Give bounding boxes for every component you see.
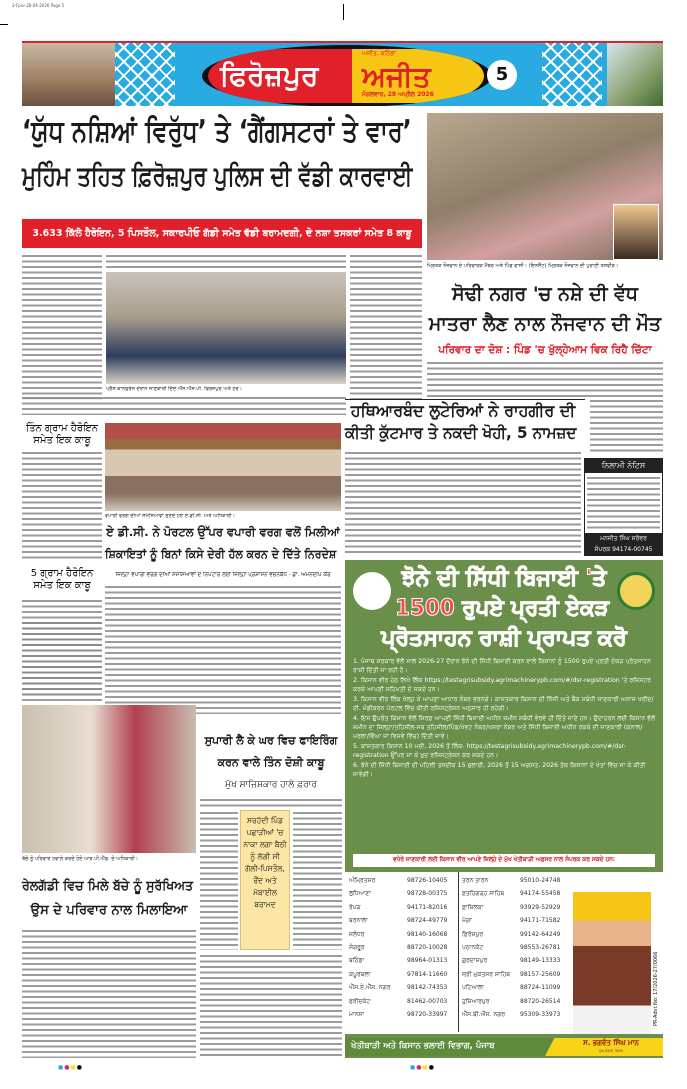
auction-notice bbox=[584, 458, 663, 556]
lead-headline-line-1: ‘ਯੁੱਧ ਨਸ਼ਿਆਂ ਵਿਰੁੱਧ’ ਤੇ ‘ਗੈਂਗਸਟਰਾਂ ਤੇ ਵਾਰ’ bbox=[22, 114, 412, 149]
punjab-govt-emblem bbox=[353, 572, 391, 610]
body-text bbox=[22, 928, 196, 1058]
contact-row bbox=[349, 914, 457, 927]
page-number: 5 bbox=[487, 60, 517, 90]
contact-row bbox=[462, 954, 572, 967]
ad-points-list bbox=[353, 658, 658, 781]
child-reunion-photo bbox=[22, 705, 196, 853]
district-name: ਮੋਗਾ bbox=[462, 917, 472, 925]
district-name: ਸ੍ਰੀ ਮੁਕਤਸਰ ਸਾਹਿਬ bbox=[462, 970, 511, 978]
phone-number: 98140-16068 bbox=[407, 930, 448, 938]
ad-contact-bar: ਵਧੇਰੇ ਜਾਣਕਾਰੀ ਲਈ ਕਿਸਾਨ ਵੀਰ ਆਪਣੇ ਜ਼ਿਲ੍ਹੇ ਦੇ ਮੁੱਖ ਖੇਤੀਬਾੜੀ ਅਫ਼ਸਰ ਨਾਲ ਸੰਪਰਕ ਕਰ ਸਕਦੇ ਹਨ: bbox=[353, 854, 655, 867]
phone-number: 98726-10405 bbox=[407, 877, 448, 884]
ad-footer bbox=[345, 1038, 663, 1056]
body-text bbox=[587, 475, 660, 531]
contact-row bbox=[349, 887, 457, 900]
district-name: ਐੱਸ.ਏ.ਐੱਸ. ਨਗਰ bbox=[349, 984, 391, 992]
dsr-advertisement bbox=[345, 560, 663, 1058]
phone-number: 98157-25609 bbox=[520, 970, 561, 978]
photo-caption: ਪ੍ਰੈੱਸ ਕਾਨਫ਼ਰੰਸ ਦੌਰਾਨ ਜਾਣਕਾਰੀ ਦਿੰਦੇ ਐੱਸ.ਐੱਸ.ਪੀ. ਫਿਰੋਜ਼ਪੁਰ ਅਤੇ ਹੋਰ। bbox=[106, 386, 242, 392]
family-photo bbox=[427, 113, 663, 260]
print-slug: 3-Fpur-28-04-2026 Page 5 bbox=[12, 3, 65, 8]
phone-number: 94174-55458 bbox=[520, 890, 561, 898]
ad-point: 6. ਝੋਨੇ ਦੀ ਸਿੱਧੀ ਬਿਜਾਈ ਦੀ ਪਹਿਲੀ ਤਸਦੀਕ 15 ਜੁਲਾਈ, 2026 ਤੋਂ 15 ਅਗਸਤ, 2026 ਤੱਕ ਕਿਸਾਨਾਂ ਦੇ ਖੇਤਾਂ ਵਿੱਚ ਜਾ ਕੇ ਕੀਤੀ ਜਾਵੇਗੀ। bbox=[353, 761, 646, 778]
contact-row bbox=[462, 874, 572, 887]
contact-row bbox=[349, 941, 457, 954]
contact-row bbox=[462, 968, 572, 981]
registration-mark bbox=[343, 4, 344, 20]
contact-row bbox=[462, 1008, 572, 1021]
pattern-decoration bbox=[542, 43, 602, 106]
body-text bbox=[200, 953, 342, 1058]
phone-number: 94171-82016 bbox=[407, 903, 448, 911]
sodhi-headline-line-2: ਮਾਤਰਾ ਲੈਣ ਨਾਲ ਨੌਜਵਾਨ ਦੀ ਮੌਤ bbox=[428, 313, 662, 335]
city-name: ਫਿਰੋਜ਼ਪੁਰ bbox=[220, 59, 319, 92]
body-text bbox=[22, 395, 346, 415]
ad-point: 1. ਪੰਜਾਬ ਸਰਕਾਰ ਵੱਲੋਂ ਸਾਲ 2026-27 ਦੌਰਾਨ ਝੋਨੇ ਦੀ ਸਿੱਧੀ ਬਿਜਾਈ ਕਰਨ ਵਾਲੇ ਕਿਸਾਨਾਂ ਨੂੰ 1500 ਰੁਪਏ ਪ੍ਰਤੀ ਏਕੜ ਪ੍ਰੋਤਸਾਹਨ ਰਾਸ਼ੀ ਦਿੱਤੀ ਜਾ ਰਹੀ ਹੈ। bbox=[353, 658, 651, 674]
district-name: ਫਰੀਦਕੋਟ bbox=[349, 997, 371, 1005]
district-name: ਰੋਪੜ bbox=[349, 903, 361, 911]
district-name: ਗੁਰਦਾਸਪੁਰ bbox=[462, 957, 488, 965]
masthead-building-photo bbox=[22, 43, 115, 106]
issue-date: ਮੰਗਲਵਾਰ, 28 ਅਪ੍ਰੈਲ 2026 bbox=[362, 91, 434, 98]
contact-row bbox=[462, 914, 572, 927]
contact-row bbox=[462, 901, 572, 914]
robbery-headline-line-1: ਹਥਿਆਰਬੰਦ ਲੁਟੇਰਿਆਂ ਨੇ ਰਾਹਗੀਰ ਦੀ bbox=[350, 401, 576, 420]
district-name: ਕਪੂਰਥਲਾ bbox=[349, 970, 371, 978]
color-registration: ●●●● bbox=[58, 1064, 83, 1071]
ad-department: ਖੇਤੀਬਾੜੀ ਅਤੇ ਕਿਸਾਨ ਭਲਾਈ ਵਿਭਾਗ, ਪੰਜਾਬ bbox=[351, 1041, 495, 1051]
ad-point: 3. ਕਿਸਾਨ ਵੀਰ ਲਿੰਕ ਖੋਲ੍ਹ ਕੇ ਆਪਣਾ ਆਧਾਰ ਨੰਬਰ ਭਰਨਗੇ। ਕਾਸ਼ਤਕਾਰ ਕਿਸਾਨ ਦੀ ਨਿੱਜੀ ਅਤੇ ਬੈਂਕ ਸਬੰਧੀ ਜਾਣਕਾਰੀ ਅਨਾਜ ਖਰੀਦ/ ਈ. ਮੰਡੀਕਰਨ ਪੋਰਟਲ ਵਿੱਚ ਕੀਤੀ ਰਜਿਸਟ੍ਰੇਸ਼ਨ ਅਨੁਸਾਰ ਹੀ ਰਹੇਗੀ। bbox=[353, 695, 654, 712]
contact-row bbox=[349, 1008, 457, 1021]
brief-2-headline: 5 ਗ੍ਰਾਮ ਹੈਰੋਇਨ ਸਮੇਤ ਇਕ ਕਾਬੂ bbox=[30, 568, 94, 591]
notice-title: ਨਿਲਾਮੀ ਨੋਟਿਸ bbox=[585, 459, 662, 473]
phone-number: 93929-52929 bbox=[520, 903, 561, 911]
phone-number: 98724-49779 bbox=[407, 917, 448, 925]
contact-row bbox=[349, 874, 457, 887]
contact-row bbox=[462, 887, 572, 900]
phone-number: 97814-11660 bbox=[407, 970, 448, 978]
body-text bbox=[427, 360, 663, 398]
police-press-photo bbox=[106, 272, 346, 384]
district-name: ਬਠਿੰਡਾ bbox=[349, 957, 365, 965]
contact-row bbox=[462, 928, 572, 941]
district-name: ਫ਼ਤਹਿਗੜ੍ਹ ਸਾਹਿਬ bbox=[462, 890, 505, 898]
district-name: ਤਰਨ ਤਾਰਨ bbox=[462, 877, 489, 884]
phone-number: 88720-26514 bbox=[520, 997, 561, 1005]
masthead bbox=[22, 41, 663, 106]
inset-portrait bbox=[613, 204, 659, 260]
phone-number: 99142-64249 bbox=[520, 930, 561, 938]
ad-title-line-1: ਝੋਨੇ ਦੀ ਸਿੱਧੀ ਬਿਜਾਈ 'ਤੇ bbox=[401, 566, 607, 591]
body-text bbox=[345, 450, 581, 554]
color-registration: ●●●● bbox=[410, 1064, 435, 1071]
crop-mark bbox=[0, 24, 8, 25]
district-name: ਬਰਨਾਲਾ bbox=[349, 917, 368, 925]
firing-highlight-box: ਸਰਹੱਦੀ ਪਿੰਡ ਪਛਾੜੀਆਂ 'ਚ ਨਾਕਾ ਲਗਾ ਬੈਠੀ ਨੂੰ ਲੱਗੀ ਸੀ ਗੋਲੀ-ਪਿਸਤੌਲ, ਰੌਂਦ ਅਤੇ ਮੋਬਾਈਲ ਬਰਾਮਦ bbox=[240, 810, 290, 950]
district-name: ਹੁਸ਼ਿਆਰਪੁਰ bbox=[462, 997, 490, 1005]
district-name: ਲੁਧਿਆਣਾ bbox=[349, 890, 371, 898]
agriculture-dept-logo bbox=[617, 572, 655, 610]
edition: ਅਜੀਤ, ਬਠਿੰਡਾ bbox=[362, 50, 396, 57]
ad-point: 4. ਇਸ ਉਪਰੰਤ ਕਿਸਾਨ ਵੱਲੋਂ ਸਿਰਫ਼ ਆਪਣੀ ਸਿੱਧੀ ਬਿਜਾਈ ਅਧੀਨ ਜ਼ਮੀਨ ਸਬੰਧੀ ਵੇਰਵੇ ਹੀ ਦਿੱਤੇ ਜਾਣੇ ਹਨ। ਉਦਾਹਰਨ ਲਈ ਕਿਸਾਨ ਵੱਲੋਂ ਜ਼ਮੀਨ ਦਾ ਜ਼ਿਲ੍ਹਾ/ਤਹਿਸੀਲ-ਸਬ ਤਹਿਸੀਲ/ਪਿੰਡ/ਖੇਵਟ ਨੰਬਰ/ਖਸਰਾ ਨੰਬਰ ਅਤੇ ਸਿੱਧੀ ਬਿਜਾਈ ਅਧੀਨ ਰਕਬੇ ਦੀ ਜਾਣਕਾਰੀ (ਕਨਾਲ/ਮਰਲਾ/ਵਿੱਘਾ ਜਾਂ ਵਿਸਵੇ ਵਿੱਚ) ਦਿੱਤੀ ਜਾਵੇ। bbox=[353, 714, 656, 740]
district-name: ਪਟਿਆਲਾ bbox=[462, 984, 484, 992]
phone-number: 98728-00375 bbox=[407, 890, 448, 898]
firing-headline-line-1: ਸੁਪਾਰੀ ਲੈ ਕੇ ਘਰ ਵਿਚ ਫਾਇਰਿੰਗ bbox=[204, 734, 338, 747]
notice-phone: ਸੰਪਰਕ 94174-00745 bbox=[594, 546, 653, 553]
photo-caption: ਬੱਚੇ ਨੂੰ ਪਰਿਵਾਰ ਹਵਾਲੇ ਕਰਦੇ ਹੋਏ ਆਰ.ਪੀ.ਐੱਫ. ਦੇ ਅਧਿਕਾਰੀ। bbox=[22, 856, 139, 862]
district-name: ਪਠਾਨਕੋਟ bbox=[462, 943, 484, 951]
divider bbox=[345, 399, 585, 400]
child-headline-line-1: ਰੇਲਗੱਡੀ ਵਿਚ ਮਿਲੇ ਬੱਚੇ ਨੂੰ ਸੁਰੱਖਿਅਤ bbox=[22, 879, 193, 894]
chief-minister-photo bbox=[573, 892, 651, 1034]
ad-point: 2. ਕਿਸਾਨ ਵੀਰ ਹੇਠ ਲਿਖੇ ਲਿੰਕ https://testagrisubsidy.agrimachinerypb.com/#/dsr-registration 'ਤੇ ਰਜਿਸਟਰ ਕਰਕੇ ਆਪਣੀ ਸਹਿਮਤੀ ਦੇ ਸਕਦੇ ਹਨ। bbox=[353, 676, 652, 693]
body-text bbox=[590, 398, 663, 452]
lead-headline-line-2: ਮੁਹਿੰਮ ਤਹਿਤ ਫ਼ਿਰੋਜ਼ਪੁਰ ਪੁਲਿਸ ਦੀ ਵੱਡੀ ਕਾਰਵਾਈ bbox=[22, 161, 413, 192]
phone-number: 81462-00703 bbox=[407, 997, 448, 1005]
contact-row bbox=[462, 981, 572, 994]
sodhi-subhead: ਪਰਿਵਾਰ ਦਾ ਦੋਸ਼ : ਪਿੰਡ 'ਚ ਖੁੱਲ੍ਹੇਆਮ ਵਿਕ ਰਿਹੈ ਚਿੱਟਾ bbox=[438, 344, 652, 356]
masthead-temple-photo bbox=[607, 43, 663, 106]
phone-number: 94171-71582 bbox=[520, 917, 561, 925]
contact-row bbox=[349, 981, 457, 994]
phone-number: 98149-13333 bbox=[520, 957, 561, 965]
phone-number: 98720-33997 bbox=[407, 1010, 448, 1018]
body-text bbox=[22, 450, 102, 562]
ad-point: 5. ਕਾਸ਼ਤਕਾਰ ਕਿਸਾਨ 10 ਮਈ, 2026 ਤੋਂ ਲਿੰਕ- https://testagrisubsidy.agrimachinerypb.com/#/dsr-registration ਉੱਪਰ ਜਾ ਕੇ ਖੁਦ ਰਜਿਸਟ੍ਰੇਸ਼ਨ ਕਰ ਸਕਦੇ ਹਨ। bbox=[353, 742, 626, 759]
district-name: ਮਾਨਸਾ bbox=[349, 1010, 365, 1018]
lead-banner: 3.633 ਕਿੱਲੋ ਹੈਰੋਇਨ, 5 ਪਿਸਤੌਲ, ਸਕਾਰਪੀਓ ਗੱਡੀ ਸਮੇਤ ਵੱਡੀ ਬਰਾਮਦਗੀ, ਦੋ ਨਸ਼ਾ ਤਸਕਰਾਂ ਸਮੇਤ 8 ਕਾਬੂ bbox=[22, 219, 422, 248]
phone-number: 98142-74353 bbox=[407, 984, 448, 992]
contact-row bbox=[349, 928, 457, 941]
contact-row bbox=[349, 995, 457, 1008]
ad-cm-name: ਸ. ਭਗਵੰਤ ਸਿੰਘ ਮਾਨ bbox=[583, 1039, 639, 1047]
brand-name: ਅਜੀਤ bbox=[362, 60, 431, 93]
body-text bbox=[105, 584, 341, 714]
district-name: ਅੰਮ੍ਰਿਤਸਰ bbox=[349, 877, 376, 884]
brief-1-headline: ਤਿੰਨ ਗ੍ਰਾਮ ਹੈਰੋਇਨ ਸਮੇਤ ਇਕ ਕਾਬੂ bbox=[25, 423, 99, 446]
ad-title-line-2: 1500 ਰੁਪਏ ਪ੍ਰਤੀ ਏਕੜ bbox=[395, 596, 609, 621]
meeting-subline: ਜ਼ਿਲ੍ਹਾ ਵਪਾਰੀ ਵਰਗ ਦੀਆਂ ਸਮੱਸਿਆਵਾਂ ਦੇ ਨਿਪਟਾਰੇ ਲਈ ਜ਼ਿਲ੍ਹਾ ਪ੍ਰਸ਼ਾਸਨ ਵਚਨਬੱਧ - ਡਾ. ਅਮਨਦੀਪ ਕੌਰ bbox=[115, 572, 331, 578]
body-text bbox=[106, 253, 346, 270]
notice-contact bbox=[585, 533, 662, 555]
contact-row bbox=[349, 968, 457, 981]
body-text bbox=[22, 253, 102, 401]
photo-caption: ਮ੍ਰਿਤਕ ਨੌਜਵਾਨ ਦੇ ਪਰਿਵਾਰਕ ਮੈਂਬਰ ਅਤੇ ਪਿੰਡ ਵਾਸੀ। (ਇਨਸੈੱਟ) ਮ੍ਰਿਤਕ ਨੌਜਵਾਨ ਦੀ ਪੁਰਾਣੀ ਤਸਵੀਰ। bbox=[427, 263, 619, 269]
phone-number: 88720-10028 bbox=[407, 943, 448, 951]
photo-caption: ਵਪਾਰੀ ਵਰਗ ਦੀਆਂ ਸਮੱਸਿਆਵਾਂ ਸੁਣਦੇ ਹੋਏ ਏ.ਡੀ.ਸੀ. ਅਤੇ ਅਧਿਕਾਰੀ। bbox=[105, 513, 235, 519]
meeting-photo bbox=[105, 423, 341, 511]
phone-number: 98553-26781 bbox=[520, 943, 561, 951]
firing-headline-line-2: ਕਰਨ ਵਾਲੇ ਤਿੰਨ ਦੋਸ਼ੀ ਕਾਬੂ bbox=[217, 756, 325, 769]
phone-number: 95010-24748 bbox=[520, 877, 561, 884]
district-name: ਸੰਗਰੂਰ bbox=[349, 943, 365, 951]
pr-code: PR-Advt No: 17/2026-27/0066 bbox=[653, 951, 659, 1026]
district-name: ਜਲੰਧਰ bbox=[349, 930, 365, 938]
meeting-headline-line-1: ਏ ਡੀ.ਸੀ. ਨੇ ਪੋਰਟਲ ਉੱਪਰ ਵਪਾਰੀ ਵਰਗ ਵਲੋਂ ਮਿਲੀਆਂ bbox=[106, 525, 340, 539]
body-text bbox=[293, 810, 342, 950]
notice-name: ਮਨਜੀਤ ਸਿੰਘ ਸਰੋਵਰ bbox=[600, 535, 647, 542]
contact-row bbox=[462, 995, 572, 1008]
robbery-headline-line-2: ਕੀਤੀ ਕੁੱਟਮਾਰ ਤੇ ਨਕਦੀ ਖੋਹੀ, 5 ਨਾਮਜ਼ਦ bbox=[345, 423, 577, 442]
meeting-headline-line-2: ਸ਼ਿਕਾਇਤਾਂ ਨੂੰ ਬਿਨਾਂ ਕਿਸੇ ਦੇਰੀ ਹੱਲ ਕਰਨ ਦੇ ਦਿੱਤੇ ਨਿਰਦੇਸ਼ bbox=[105, 547, 337, 561]
masthead-logo bbox=[202, 45, 492, 106]
body-text bbox=[200, 810, 238, 950]
ad-cm-role: ਮੁੱਖ ਮੰਤਰੀ, ਪੰਜਾਬ bbox=[599, 1049, 623, 1053]
district-name: ਐੱਸ.ਬੀ.ਐੱਸ. ਨਗਰ bbox=[462, 1010, 506, 1018]
firing-headline-line-3: ਮੁੱਖ ਸਾਜ਼ਿਸ਼ਕਾਰ ਹਾਲੇ ਫ਼ਰਾਰ bbox=[225, 780, 317, 790]
phone-number: 88724-11099 bbox=[520, 984, 561, 992]
contact-row bbox=[462, 941, 572, 954]
contact-row bbox=[349, 901, 457, 914]
contacts-table bbox=[345, 872, 663, 1034]
district-name: ਫ਼ਾਜ਼ਿਲਕਾ bbox=[462, 903, 484, 911]
child-headline-line-2: ਉਸ ਦੇ ਪਰਿਵਾਰ ਨਾਲ ਮਿਲਾਇਆ bbox=[30, 903, 188, 918]
phone-number: 95309-33973 bbox=[520, 1010, 561, 1018]
body-text bbox=[200, 797, 342, 807]
ad-title-line-3: ਪ੍ਰੋਤਸਾਹਨ ਰਾਸ਼ੀ ਪ੍ਰਾਪਤ ਕਰੋ bbox=[381, 626, 627, 651]
district-name: ਫ਼ਿਰੋਜ਼ਪੁਰ bbox=[462, 930, 484, 938]
pattern-decoration bbox=[115, 43, 175, 106]
body-text bbox=[22, 620, 102, 702]
contact-row bbox=[349, 954, 457, 967]
body-text bbox=[350, 253, 422, 401]
phone-number: 98964-01313 bbox=[407, 957, 448, 965]
sodhi-headline-line-1: ਸੋਢੀ ਨਗਰ 'ਚ ਨਸ਼ੇ ਦੀ ਵੱਧ bbox=[451, 283, 639, 305]
